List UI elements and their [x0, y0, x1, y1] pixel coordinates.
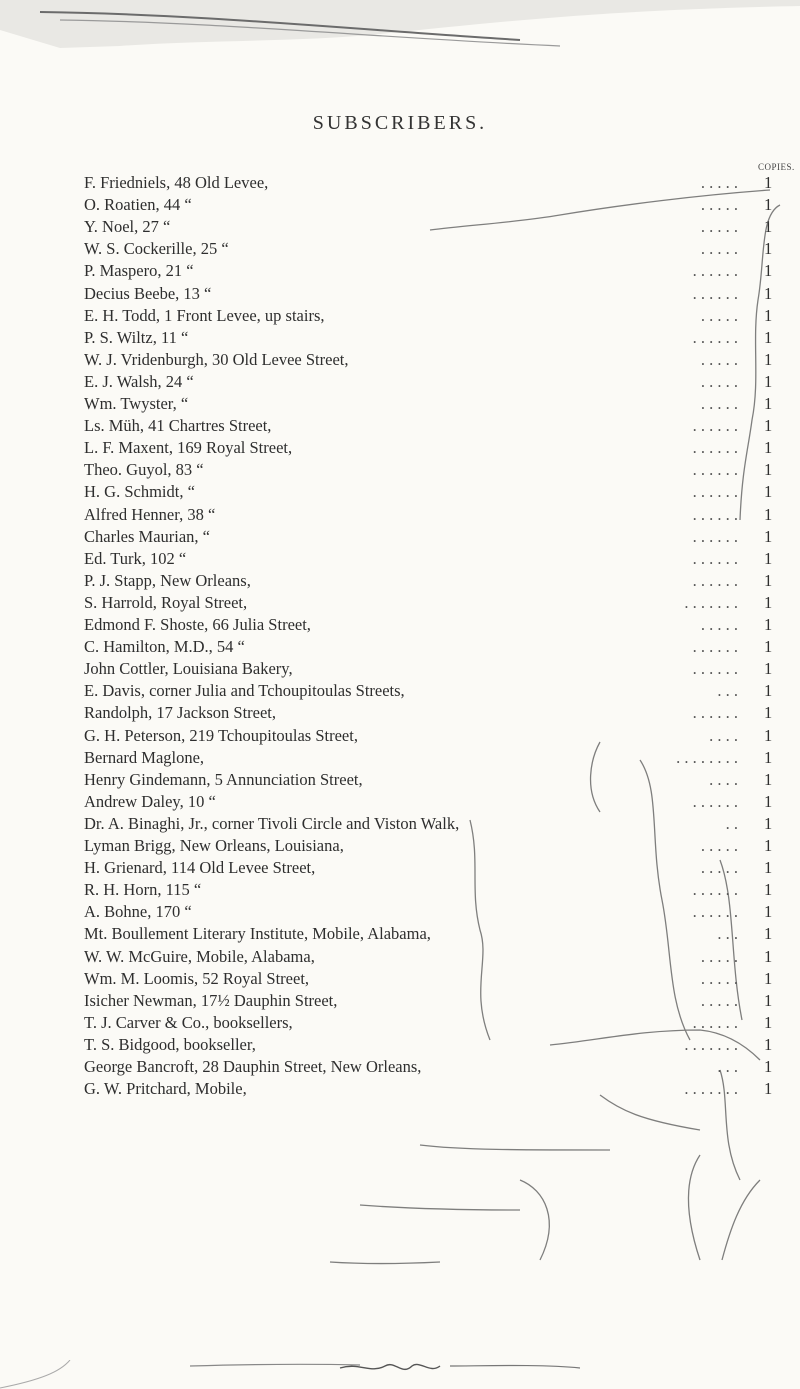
leader-dots: . . . . . .: [692, 880, 738, 900]
subscriber-row: [0, 1035, 800, 1055]
subscriber-name: T. S. Bidgood, bookseller,: [84, 1034, 256, 1054]
subscriber-name: H. G. Schmidt, “: [84, 482, 195, 502]
leader-dots: . . . . . . .: [684, 1034, 738, 1054]
subscriber-row: [0, 726, 800, 746]
subscriber-row: [0, 814, 800, 834]
copies-count: 1: [764, 858, 773, 878]
copies-count: 1: [764, 747, 773, 767]
copies-count: 1: [764, 990, 773, 1010]
page-title: SUBSCRIBERS.: [312, 112, 488, 134]
subscriber-row: [0, 239, 800, 259]
leader-dots: . . . . .: [700, 858, 738, 878]
subscriber-name: A. Bohne, 170 “: [84, 902, 192, 922]
subscriber-name: O. Roatien, 44 “: [84, 195, 192, 215]
subscriber-name: W. W. McGuire, Mobile, Alabama,: [84, 946, 315, 966]
subscriber-row: [0, 969, 800, 989]
subscriber-name: Isicher Newman, 17½ Dauphin Street,: [84, 990, 338, 1010]
copies-count: 1: [764, 681, 773, 701]
subscriber-name: Dr. A. Binaghi, Jr., corner Tivoli Circle and Viston Walk,: [84, 813, 460, 833]
top-edge-smudge: [0, 0, 800, 70]
subscriber-row: [0, 858, 800, 878]
subscriber-row: [0, 217, 800, 237]
subscriber-row: [0, 902, 800, 922]
subscriber-row: [0, 792, 800, 812]
subscriber-row: [0, 306, 800, 326]
copies-count: 1: [764, 283, 773, 303]
leader-dots: . . . .: [709, 769, 738, 789]
leader-dots: . . . . . .: [692, 327, 738, 347]
subscriber-name: E. Davis, corner Julia and Tchoupitoulas Streets,: [84, 681, 405, 701]
subscriber-row: [0, 991, 800, 1011]
subscriber-row: [0, 284, 800, 304]
copies-count: 1: [764, 416, 773, 436]
subscriber-name: W. J. Vridenburgh, 30 Old Levee Street,: [84, 349, 349, 369]
copies-count: 1: [764, 371, 773, 391]
subscriber-name: Ls. Müh, 41 Chartres Street,: [84, 416, 272, 436]
subscriber-name: Alfred Henner, 38 “: [84, 504, 216, 524]
subscriber-row: [0, 748, 800, 768]
copies-count: 1: [764, 1057, 773, 1076]
copies-count: 1: [764, 570, 773, 590]
leader-dots: . . . . .: [700, 946, 738, 966]
copies-count: 1: [764, 968, 773, 988]
leader-dots: . . . . . . . .: [676, 747, 738, 767]
leader-dots: . . . . . .: [692, 438, 738, 458]
leader-dots: . . . . . .: [692, 504, 738, 524]
copies-count: 1: [764, 769, 773, 789]
leader-dots: . . . . .: [700, 371, 738, 391]
bottom-edge-marks: [0, 1360, 800, 1389]
copies-count: 1: [764, 615, 773, 634]
subscriber-name: L. F. Maxent, 169 Royal Street,: [84, 438, 293, 458]
leader-dots: . . . . .: [700, 239, 738, 259]
subscriber-row: [0, 947, 800, 967]
leader-dots: . . .: [717, 924, 738, 944]
subscriber-row: [0, 527, 800, 547]
copies-count: 1: [764, 813, 773, 833]
leader-dots: . . . . .: [700, 615, 738, 634]
subscriber-row: [0, 416, 800, 436]
subscriber-name: P. S. Wiltz, 11 “: [84, 327, 189, 347]
leader-dots: . . . . . .: [692, 659, 738, 679]
subscriber-name: Ed. Turk, 102 “: [84, 548, 187, 568]
subscriber-name: Charles Maurian, “: [84, 526, 210, 546]
leader-dots: . . . . .: [700, 968, 738, 988]
leader-dots: . . . . . .: [692, 791, 738, 811]
subscriber-row: [0, 1057, 800, 1077]
copies-count: 1: [764, 902, 773, 922]
copies-count: 1: [764, 592, 773, 612]
subscriber-name: C. Hamilton, M.D., 54 “: [84, 637, 245, 657]
subscriber-name: R. H. Horn, 115 “: [84, 880, 202, 900]
subscriber-row: [0, 438, 800, 458]
copies-count: 1: [764, 217, 773, 237]
copies-count: 1: [764, 924, 773, 944]
leader-dots: . . . . .: [700, 836, 738, 855]
leader-dots: . . . . . .: [692, 261, 738, 281]
subscriber-row: [0, 637, 800, 657]
subscriber-name: T. J. Carver & Co., booksellers,: [84, 1012, 293, 1032]
copies-count: 1: [764, 460, 773, 480]
subscriber-row: [0, 836, 800, 856]
subscriber-row: [0, 703, 800, 723]
copies-count: 1: [764, 836, 773, 855]
subscriber-row: [0, 593, 800, 613]
subscriber-row: [0, 659, 800, 679]
subscriber-name: Bernard Maglone,: [84, 747, 205, 767]
subscriber-row: [0, 482, 800, 502]
leader-dots: . . . . . .: [692, 482, 738, 502]
subscriber-row: [0, 571, 800, 591]
subscriber-name: Mt. Boullement Literary Institute, Mobile, Alabama,: [84, 924, 431, 944]
leader-dots: . . . . . . .: [684, 1079, 738, 1099]
copies-count: 1: [764, 1012, 773, 1032]
subscriber-row: [0, 549, 800, 569]
leader-dots: . . .: [717, 681, 738, 701]
subscriber-row: [0, 328, 800, 348]
copies-column-header: COPIES.: [758, 162, 795, 172]
leader-dots: . . . .: [709, 725, 738, 745]
copies-count: 1: [764, 504, 773, 524]
subscriber-row: [0, 195, 800, 215]
copies-count: 1: [764, 703, 773, 723]
subscriber-name: Wm. Twyster, “: [84, 394, 189, 413]
subscriber-row: [0, 924, 800, 944]
subscriber-name: Randolph, 17 Jackson Street,: [84, 703, 277, 723]
copies-count: 1: [764, 1079, 773, 1099]
subscriber-name: John Cottler, Louisiana Bakery,: [84, 659, 293, 679]
subscriber-name: Decius Beebe, 13 “: [84, 283, 212, 303]
subscriber-row: [0, 173, 800, 193]
copies-count: 1: [764, 791, 773, 811]
copies-count: 1: [764, 195, 773, 215]
copies-count: 1: [764, 239, 773, 259]
subscriber-name: W. S. Cockerille, 25 “: [84, 239, 229, 259]
subscriber-name: Edmond F. Shoste, 66 Julia Street,: [84, 615, 311, 634]
copies-count: 1: [764, 173, 773, 192]
subscriber-name: Andrew Daley, 10 “: [84, 791, 216, 811]
copies-count: 1: [764, 548, 773, 568]
leader-dots: . . . . . .: [692, 283, 738, 303]
copies-count: 1: [764, 438, 773, 458]
copies-count: 1: [764, 725, 773, 745]
leader-dots: . . .: [717, 1057, 738, 1076]
copies-count: 1: [764, 349, 773, 369]
copies-count: 1: [764, 946, 773, 966]
copies-count: 1: [764, 1034, 773, 1054]
subscriber-name: George Bancroft, 28 Dauphin Street, New Orleans,: [84, 1057, 422, 1076]
copies-count: 1: [764, 526, 773, 546]
leader-dots: . . . . . .: [692, 526, 738, 546]
leader-dots: . . . . . .: [692, 1012, 738, 1032]
subscriber-row: [0, 372, 800, 392]
leader-dots: . . . . . .: [692, 570, 738, 590]
subscriber-row: [0, 350, 800, 370]
copies-count: 1: [764, 327, 773, 347]
leader-dots: . . . . .: [700, 394, 738, 413]
subscriber-row: [0, 1013, 800, 1033]
subscriber-row: [0, 394, 800, 414]
subscriber-row: [0, 615, 800, 635]
subscriber-name: H. Grienard, 114 Old Levee Street,: [84, 858, 316, 878]
leader-dots: . . . . . . .: [684, 592, 738, 612]
subscriber-name: Wm. M. Loomis, 52 Royal Street,: [84, 968, 310, 988]
subscriber-name: S. Harrold, Royal Street,: [84, 592, 248, 612]
copies-count: 1: [764, 637, 773, 657]
subscriber-name: Theo. Guyol, 83 “: [84, 460, 204, 480]
subscriber-row: [0, 460, 800, 480]
subscriber-row: [0, 1079, 800, 1099]
subscriber-name: Lyman Brigg, New Orleans, Louisiana,: [84, 836, 344, 855]
leader-dots: . . . . . .: [692, 416, 738, 436]
subscriber-name: P. Maspero, 21 “: [84, 261, 194, 281]
subscriber-name: G. H. Peterson, 219 Tchoupitoulas Street,: [84, 725, 358, 745]
copies-count: 1: [764, 880, 773, 900]
copies-count: 1: [764, 482, 773, 502]
leader-dots: . . . . .: [700, 990, 738, 1010]
copies-count: 1: [764, 394, 773, 413]
subscriber-name: E. J. Walsh, 24 “: [84, 371, 194, 391]
copies-count: 1: [764, 659, 773, 679]
subscriber-name: Henry Gindemann, 5 Annunciation Street,: [84, 769, 363, 789]
subscriber-name: P. J. Stapp, New Orleans,: [84, 570, 251, 590]
leader-dots: . . . . .: [700, 195, 738, 215]
leader-dots: . . . . . .: [692, 703, 738, 723]
subscriber-row: [0, 770, 800, 790]
copies-count: 1: [764, 261, 773, 281]
leader-dots: . . . . .: [700, 349, 738, 369]
copies-count: 1: [764, 305, 773, 325]
leader-dots: . . . . .: [700, 173, 738, 192]
leader-dots: . . . . . .: [692, 902, 738, 922]
subscriber-name: G. W. Pritchard, Mobile,: [84, 1079, 247, 1099]
subscriber-name: Y. Noel, 27 “: [84, 217, 171, 237]
subscriber-row: [0, 880, 800, 900]
subscriber-row: [0, 681, 800, 701]
leader-dots: . .: [725, 813, 738, 833]
subscriber-name: E. H. Todd, 1 Front Levee, up stairs,: [84, 305, 325, 325]
subscriber-row: [0, 505, 800, 525]
leader-dots: . . . . . .: [692, 637, 738, 657]
subscriber-name: F. Friedniels, 48 Old Levee,: [84, 173, 269, 192]
leader-dots: . . . . .: [700, 305, 738, 325]
leader-dots: . . . . . .: [692, 460, 738, 480]
leader-dots: . . . . . .: [692, 548, 738, 568]
subscriber-row: [0, 261, 800, 281]
leader-dots: . . . . .: [700, 217, 738, 237]
